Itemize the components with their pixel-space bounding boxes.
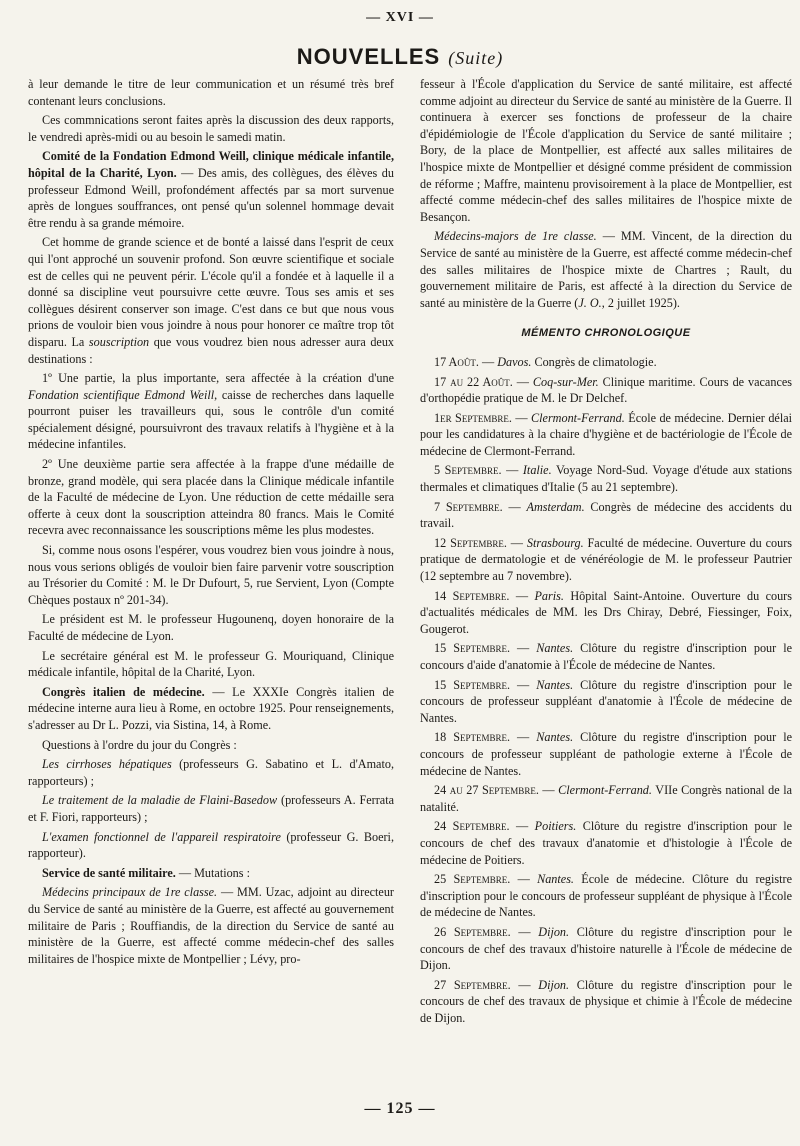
entry-text: Clôture du registre d'inscription pour le concours de chef des travaux d'histoire naturelle à l'École de médecine de Dijon.: [420, 924, 793, 973]
paragraph-heading: Congrès italien de médecine.: [42, 684, 205, 699]
page-title: [0, 44, 800, 70]
entry-place: Strasbourg.: [526, 535, 584, 550]
entry-text: École de médecine. Dernier délai pour les candidatures à la chaire d'hygiène et de bactériologie de l'École de médecine de Clermont-Ferrand.: [420, 410, 792, 458]
paragraph: Ces commnications seront faites après la discussion des deux rapports, le vendredi après-midi ou au besoin le samedi matin.: [28, 113, 394, 144]
entry-text: Clôture du registre d'inscription pour le concours de chef des travaux de physique et chimie à l'École de médecine de Dijon.: [420, 977, 793, 1025]
right-column: [420, 76, 792, 1029]
entry-place: Clermont-Ferrand.: [558, 783, 652, 798]
entry-date: 24 au 27 Septembre.: [434, 783, 539, 798]
paragraph: Si, comme nous osons l'espérer, vous voudrez bien vous joindre à nous, nous vous serions obligés de vouloir bien faire parvenir votre souscription au Trésorier du Comité : M. le Dr Dufourt, 5, rue Servient, Lyon (Compte Chèques postaux nº 201-34).: [28, 543, 394, 607]
paragraph: 2º Une deuxième partie sera affectée à la frappe d'une médaille de bronze, grand modèle, qui sera placée dans la Clinique médicale infantile de la Faculté de médecine de Lyon. Une réduction de cette médaille sera offerte à ceux dont la souscription atteindra 80 francs. Mais le Comité recevra avec reconnaissance les souscriptions même les plus modestes.: [28, 457, 394, 538]
entry-text: Hôpital Saint-Antoine. Ouverture du cours d'actualités médicales de MM. les Drs Chiray, Debré, Fiessinger, Foix, Gougerot.: [420, 588, 792, 636]
memento-entry: 27 Septembre. — Dijon. Clôture du registre d'inscription pour le concours de chef des travaux de physique et chimie à l'École de médecine de Dijon.: [420, 977, 793, 1025]
memento-list: [420, 354, 792, 1027]
entry-text: Clôture du registre d'inscription pour le concours de chef des travaux d'anatomie et d'histologie à l'École de médecine de Poitiers.: [420, 819, 793, 867]
paragraph: Congrès italien de médecine. — Le XXXIe Congrès italien de médecine interne aura lieu à Rome, en octobre 1925. Pour renseignements, s'adresser au Dr L. Pozzi, via Sistina, 14, à Rome.: [28, 684, 394, 732]
entry-text: Voyage Nord-Sud. Voyage d'étude aux stations thermales et climatiques d'Italie (5 au 21 septembre).: [420, 463, 793, 495]
memento-entry: 25 Septembre. — Nantes. École de médecine. Clôture du registre d'inscription pour le concours de professeur suppléant de physique à l'École de médecine de Nantes.: [420, 872, 792, 920]
entry-place: Amsterdam.: [526, 499, 585, 514]
paragraph: Le traitement de la maladie de Flaini-Basedow (professeurs A. Ferrata et F. Fiori, rapporteurs) ;: [28, 793, 395, 824]
entry-text: Clôture du registre d'inscription pour le concours de professeur suppléant de pathologie externe à l'École de médecine de Nantes.: [420, 730, 793, 778]
memento-entry: 14 Septembre. — Paris. Hôpital Saint-Antoine. Ouverture du cours d'actualités médicales de MM. les Drs Chiray, Debré, Fiessinger, Foix, Gougerot.: [420, 588, 792, 636]
paragraph: Questions à l'ordre du jour du Congrès :: [42, 737, 237, 752]
paragraph: Médecins principaux de 1re classe. — MM. Uzac, adjoint au directeur du Service de santé au ministère de la Guerre, est affecté au gouvernement militaire de Paris ; Rouffiandis, de la direction du Service de santé au ministère de la Guerre, est affecté comme médecin-chef des salles militaires de l'hospice mixte de Montpellier ; Lévy, pro-: [28, 885, 394, 966]
entry-place: Poitiers.: [534, 819, 577, 834]
paragraph: Service de santé militaire. — Mutations :: [42, 865, 250, 880]
entry-date: 18 Septembre.: [434, 730, 511, 745]
entry-place: Dijon.: [538, 977, 570, 992]
memento-entry: 1er Septembre. — Clermont-Ferrand. École de médecine. Dernier délai pour les candidatures à la chaire d'hygiène et de bactériologie de l'École de médecine de Clermont-Ferrand.: [420, 410, 792, 458]
entry-date: 24 Septembre.: [434, 819, 510, 834]
paragraph: Les cirrhoses hépatiques (professeurs G. Sabatino et L. d'Amato, rapporteurs) ;: [28, 757, 394, 788]
memento-entry: 7 Septembre. — Amsterdam. Congrès de médecine des accidents du travail.: [420, 499, 792, 531]
page-number: — 125 —: [364, 1100, 436, 1117]
paragraph: Cet homme de grande science et de bonté a laissé dans l'esprit de ceux qui l'ont approché un souvenir profond. Son œuvre scientifique et sociale est de celles qui ne peuvent périr. L'école qu'il a fondée et à laquelle il a donné sa discipline veut poursuivre cette œuvre. Tous ses amis et ses collègues désirent conserver son image. C'est dans ce but que nous vous prions de vouloir bien vous joindre à nous pour honorer ce maître trop tôt disparu. La souscription que vous voudrez bien nous adresser aura deux destinations :: [28, 235, 395, 366]
entry-date: 26 Septembre.: [434, 924, 511, 939]
paragraph: Le président est M. le professeur Hugounenq, doyen honoraire de la Faculté de médecine de Lyon.: [28, 612, 394, 643]
paragraph: fesseur à l'École d'application du Service de santé militaire, est affecté comme adjoint au directeur du Service de santé au ministère de la Guerre. Il continuera à exercer ses fonctions de professeur de la chaire d'épidémiologie de l'École d'application du Service de santé militaire ; Bory, de la place de Montpellier, est affecté aux salles militaires de l'hospice mixte de Montpellier et désigné comme président de commission de réforme ; Maffre, maintenu provisoirement à la place de Montpellier, est affecté comme médecin-chef des salles militaires de l'hospice mixte de Besançon.: [420, 77, 792, 224]
entry-place: Coq-sur-Mer.: [532, 374, 599, 389]
entry-place: Italie.: [522, 463, 552, 478]
entry-date: 15 Septembre.: [434, 677, 511, 692]
entry-place: Nantes.: [536, 641, 574, 656]
entry-place: Davos.: [497, 354, 532, 369]
section-heading-memento: MÉMENTO CHRONOLOGIQUE: [521, 327, 691, 340]
entry-date: 14 Septembre.: [434, 588, 510, 603]
entry-date: 17 au 22 Août.: [434, 374, 513, 389]
paragraph: à leur demande le titre de leur communication et un résumé très bref contenant leurs conclusions.: [28, 77, 394, 108]
entry-text: Clinique maritime. Cours de vacances d'orthopédie pratique de M. le Dr Delchef.: [420, 374, 793, 406]
memento-entry: 15 Septembre. — Nantes. Clôture du registre d'inscription pour le concours d'aide d'anatomie à l'École de médecine de Nantes.: [420, 641, 793, 672]
entry-place: Nantes.: [536, 730, 574, 745]
entry-text: Congrès de médecine des accidents du travail.: [420, 499, 792, 531]
left-column: [28, 76, 394, 970]
memento-entry: 24 au 27 Septembre. — Clermont-Ferrand. VIIe Congrès national de la natalité.: [420, 783, 793, 814]
paragraph: Médecins-majors de 1re classe. — MM. Vincent, de la direction du Service de santé au ministère de la Guerre, est affecté comme médecin-chef des salles militaires de l'hospice mixte de Chartres ; Rault, du gouvernement militaire de Paris, est affecté à la direction du Service de santé au ministère de la Guerre (J. O., 2 juillet 1925).: [420, 229, 792, 310]
memento-entry: 17 au 22 Août. — Coq-sur-Mer. Clinique maritime. Cours de vacances d'orthopédie pratique de M. le Dr Delchef.: [420, 374, 793, 406]
entry-text: Clôture du registre d'inscription pour le concours de professeur suppléant d'anatomie à l'École de médecine de Nantes.: [420, 677, 793, 725]
entry-date: 15 Septembre.: [434, 641, 511, 656]
entry-date: 5 Septembre.: [434, 463, 502, 478]
entry-place: Nantes.: [536, 677, 574, 692]
entry-place: Nantes.: [537, 872, 574, 887]
entry-place: Dijon.: [538, 924, 570, 939]
entry-date: 1er Septembre.: [434, 410, 512, 425]
entry-date: 27 Septembre.: [434, 977, 511, 992]
paragraph-heading: Service de santé militaire.: [42, 865, 176, 880]
paragraph: L'examen fonctionnel de l'appareil respiratoire (professeur G. Boeri, rapporteur).: [28, 829, 394, 861]
paragraph: 1º Une partie, la plus importante, sera affectée à la création d'une Fondation scientifique Edmond Weill, caisse de recherches dans laquelle pourront puiser les travailleurs qui, sous le contrôle d'un comité spécialement désigné, poursuivront des travaux relatifs à l'hygiène et à la médecine infantiles.: [28, 371, 394, 452]
memento-entry: 18 Septembre. — Nantes. Clôture du registre d'inscription pour le concours de professeur suppléant de pathologie externe à l'École de médecine de Nantes.: [420, 730, 793, 778]
section-title: NOUVELLES: [296, 44, 441, 69]
memento-entry: 12 Septembre. — Strasbourg. Faculté de médecine. Ouverture du cours pratique de dermatologie et de vénéréologie de M. le professeur Pautrier (12 septembre au 7 novembre).: [420, 535, 793, 584]
entry-text: Faculté de médecine. Ouverture du cours pratique de dermatologie et de vénéréologie de M. le professeur Pautrier (12 septembre au 7 novembre).: [420, 535, 793, 584]
paragraph: Comité de la Fondation Edmond Weill, clinique médicale infantile, hôpital de la Charité, Lyon. — Des amis, des collègues, des élèves du professeur Edmond Weill, profondément affectés par sa mort survenue après de longues souffrances, ont pensé qu'un solennel hommage devait être rendu à sa grande mémoire.: [28, 149, 394, 230]
memento-entry: 24 Septembre. — Poitiers. Clôture du registre d'inscription pour le concours de chef des travaux d'anatomie et d'histologie à l'École de médecine de Poitiers.: [420, 819, 793, 867]
memento-entry: 5 Septembre. — Italie. Voyage Nord-Sud. Voyage d'étude aux stations thermales et climatiques d'Italie (5 au 21 septembre).: [420, 463, 793, 495]
section-suite: (Suite): [448, 48, 504, 68]
memento-entry: 17 Août. — Davos. Congrès de climatologie.: [434, 354, 657, 369]
entry-date: 17 Août.: [434, 354, 479, 369]
paragraph-heading: Comité de la Fondation Edmond Weill, clinique médicale infantile, hôpital de la Charité, Lyon.: [28, 149, 394, 180]
entry-date: 7 Septembre.: [434, 499, 503, 514]
entry-text: VIIe Congrès national de la natalité.: [420, 783, 793, 814]
entry-text: Clôture du registre d'inscription pour le concours d'aide d'anatomie à l'École de médecine de Nantes.: [420, 641, 793, 672]
entry-date: 25 Septembre.: [434, 872, 511, 887]
page-roman-number: — XVI —: [366, 10, 434, 25]
entry-place: Clermont-Ferrand.: [531, 410, 625, 425]
memento-entry: 15 Septembre. — Nantes. Clôture du registre d'inscription pour le concours de professeur suppléant d'anatomie à l'École de médecine de Nantes.: [420, 677, 793, 725]
entry-text: Congrès de climatologie.: [531, 354, 657, 369]
memento-entry: 26 Septembre. — Dijon. Clôture du registre d'inscription pour le concours de chef des travaux d'histoire naturelle à l'École de médecine de Dijon.: [420, 924, 793, 973]
entry-text: École de médecine. Clôture du registre d'inscription pour le concours de professeur suppléant de physique à l'École de médecine de Nantes.: [420, 872, 792, 920]
paragraph: Le secrétaire général est M. le professeur G. Mouriquand, Clinique médicale infantile, hôpital de la Charité, Lyon.: [28, 648, 394, 680]
entry-date: 12 Septembre.: [434, 535, 507, 550]
entry-place: Paris.: [534, 588, 564, 603]
